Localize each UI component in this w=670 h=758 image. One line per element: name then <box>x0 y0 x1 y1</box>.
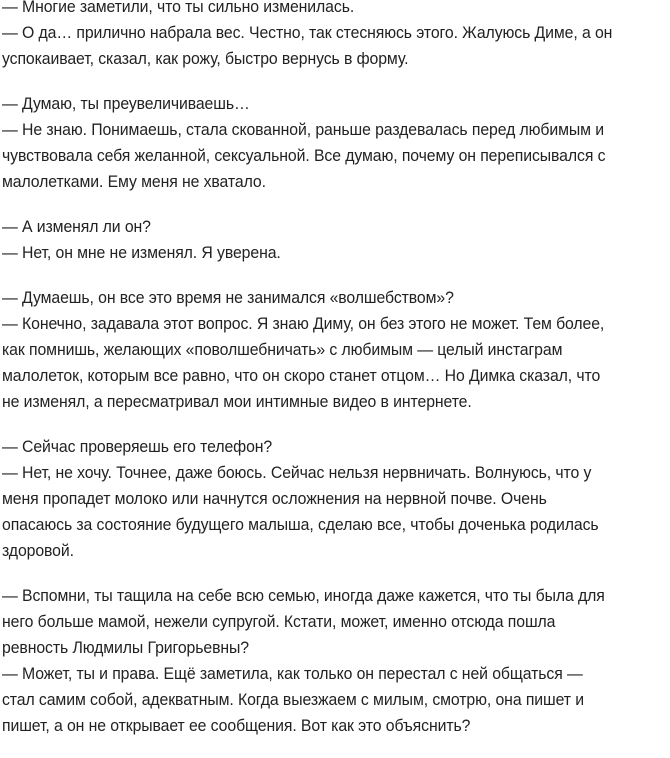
text-line: не изменял, а пересматривал мои интимные видео в интернете. <box>2 392 472 411</box>
text-line: — О да… прилично набрала вес. Честно, так стесняюсь этого. Жалуюсь Диме, а он <box>2 23 613 42</box>
paragraph-phone-check <box>2 434 670 564</box>
text-line: здоровой. <box>2 541 74 560</box>
text-line: — Нет, не хочу. Точнее, даже боюсь. Сейчас нельзя нервничать. Волнуюсь, что у <box>2 463 592 482</box>
paragraph-exaggerating <box>2 91 670 195</box>
paragraph-cheating-question <box>2 214 670 266</box>
text-line: — Вспомни, ты тащила на себе всю семью, иногда даже кажется, что ты была для <box>2 586 605 605</box>
text-line: него больше мамой, нежели супругой. Кстати, может, именно отсюда пошла <box>2 612 556 631</box>
text-line: пишет, а он не открывает ее сообщения. Вот как это объяснить? <box>2 716 471 735</box>
text-line: — А изменял ли он? <box>2 217 151 236</box>
text-line: — Сейчас проверяешь его телефон? <box>2 437 273 456</box>
text-line: чувствовала себя желанной, сексуальной. Все думаю, почему он переписывался с <box>2 146 606 165</box>
text-line: успокаивает, сказал, как рожу, быстро вернусь в форму. <box>2 49 409 68</box>
text-line: стал самим собой, адекватным. Когда выезжаем с милым, смотрю, она пишет и <box>2 690 584 709</box>
text-line: — Нет, он мне не изменял. Я уверена. <box>2 243 281 262</box>
text-line: опасаюсь за состояние будущего малыша, сделаю все, чтобы доченька родилась <box>2 515 599 534</box>
text-line: — Может, ты и права. Ещё заметила, как только он перестал с ней общаться — <box>2 664 583 683</box>
text-line: — Конечно, задавала этот вопрос. Я знаю Диму, он без этого не может. Тем более, <box>2 314 605 333</box>
text-line: — Думаешь, он все это время не занимался «волшебством»? <box>2 288 454 307</box>
text-line: как помнишь, желающих «поволшебничать» с любимым — целый инстаграм <box>2 340 563 359</box>
text-line: — Многие заметили, что ты сильно изменилась. <box>2 0 355 16</box>
interview-article <box>2 0 670 758</box>
paragraph-magic <box>2 285 670 415</box>
text-line: — Думаю, ты преувеличиваешь… <box>2 94 250 113</box>
text-line: меня пропадет молоко или начнутся осложнения на нервной почве. Очень <box>2 489 547 508</box>
text-line: — Не знаю. Понимаешь, стала скованной, раньше раздевалась перед любимым и <box>2 120 604 139</box>
text-line: малолетками. Ему меня не хватало. <box>2 172 266 191</box>
text-line: малолеток, которым все равно, что он скоро станет отцом… Но Димка сказал, что <box>2 366 601 385</box>
text-line: ревность Людмилы Григорьевны? <box>2 638 250 657</box>
paragraph-family <box>2 583 670 739</box>
paragraph-changes-weight <box>2 0 670 72</box>
